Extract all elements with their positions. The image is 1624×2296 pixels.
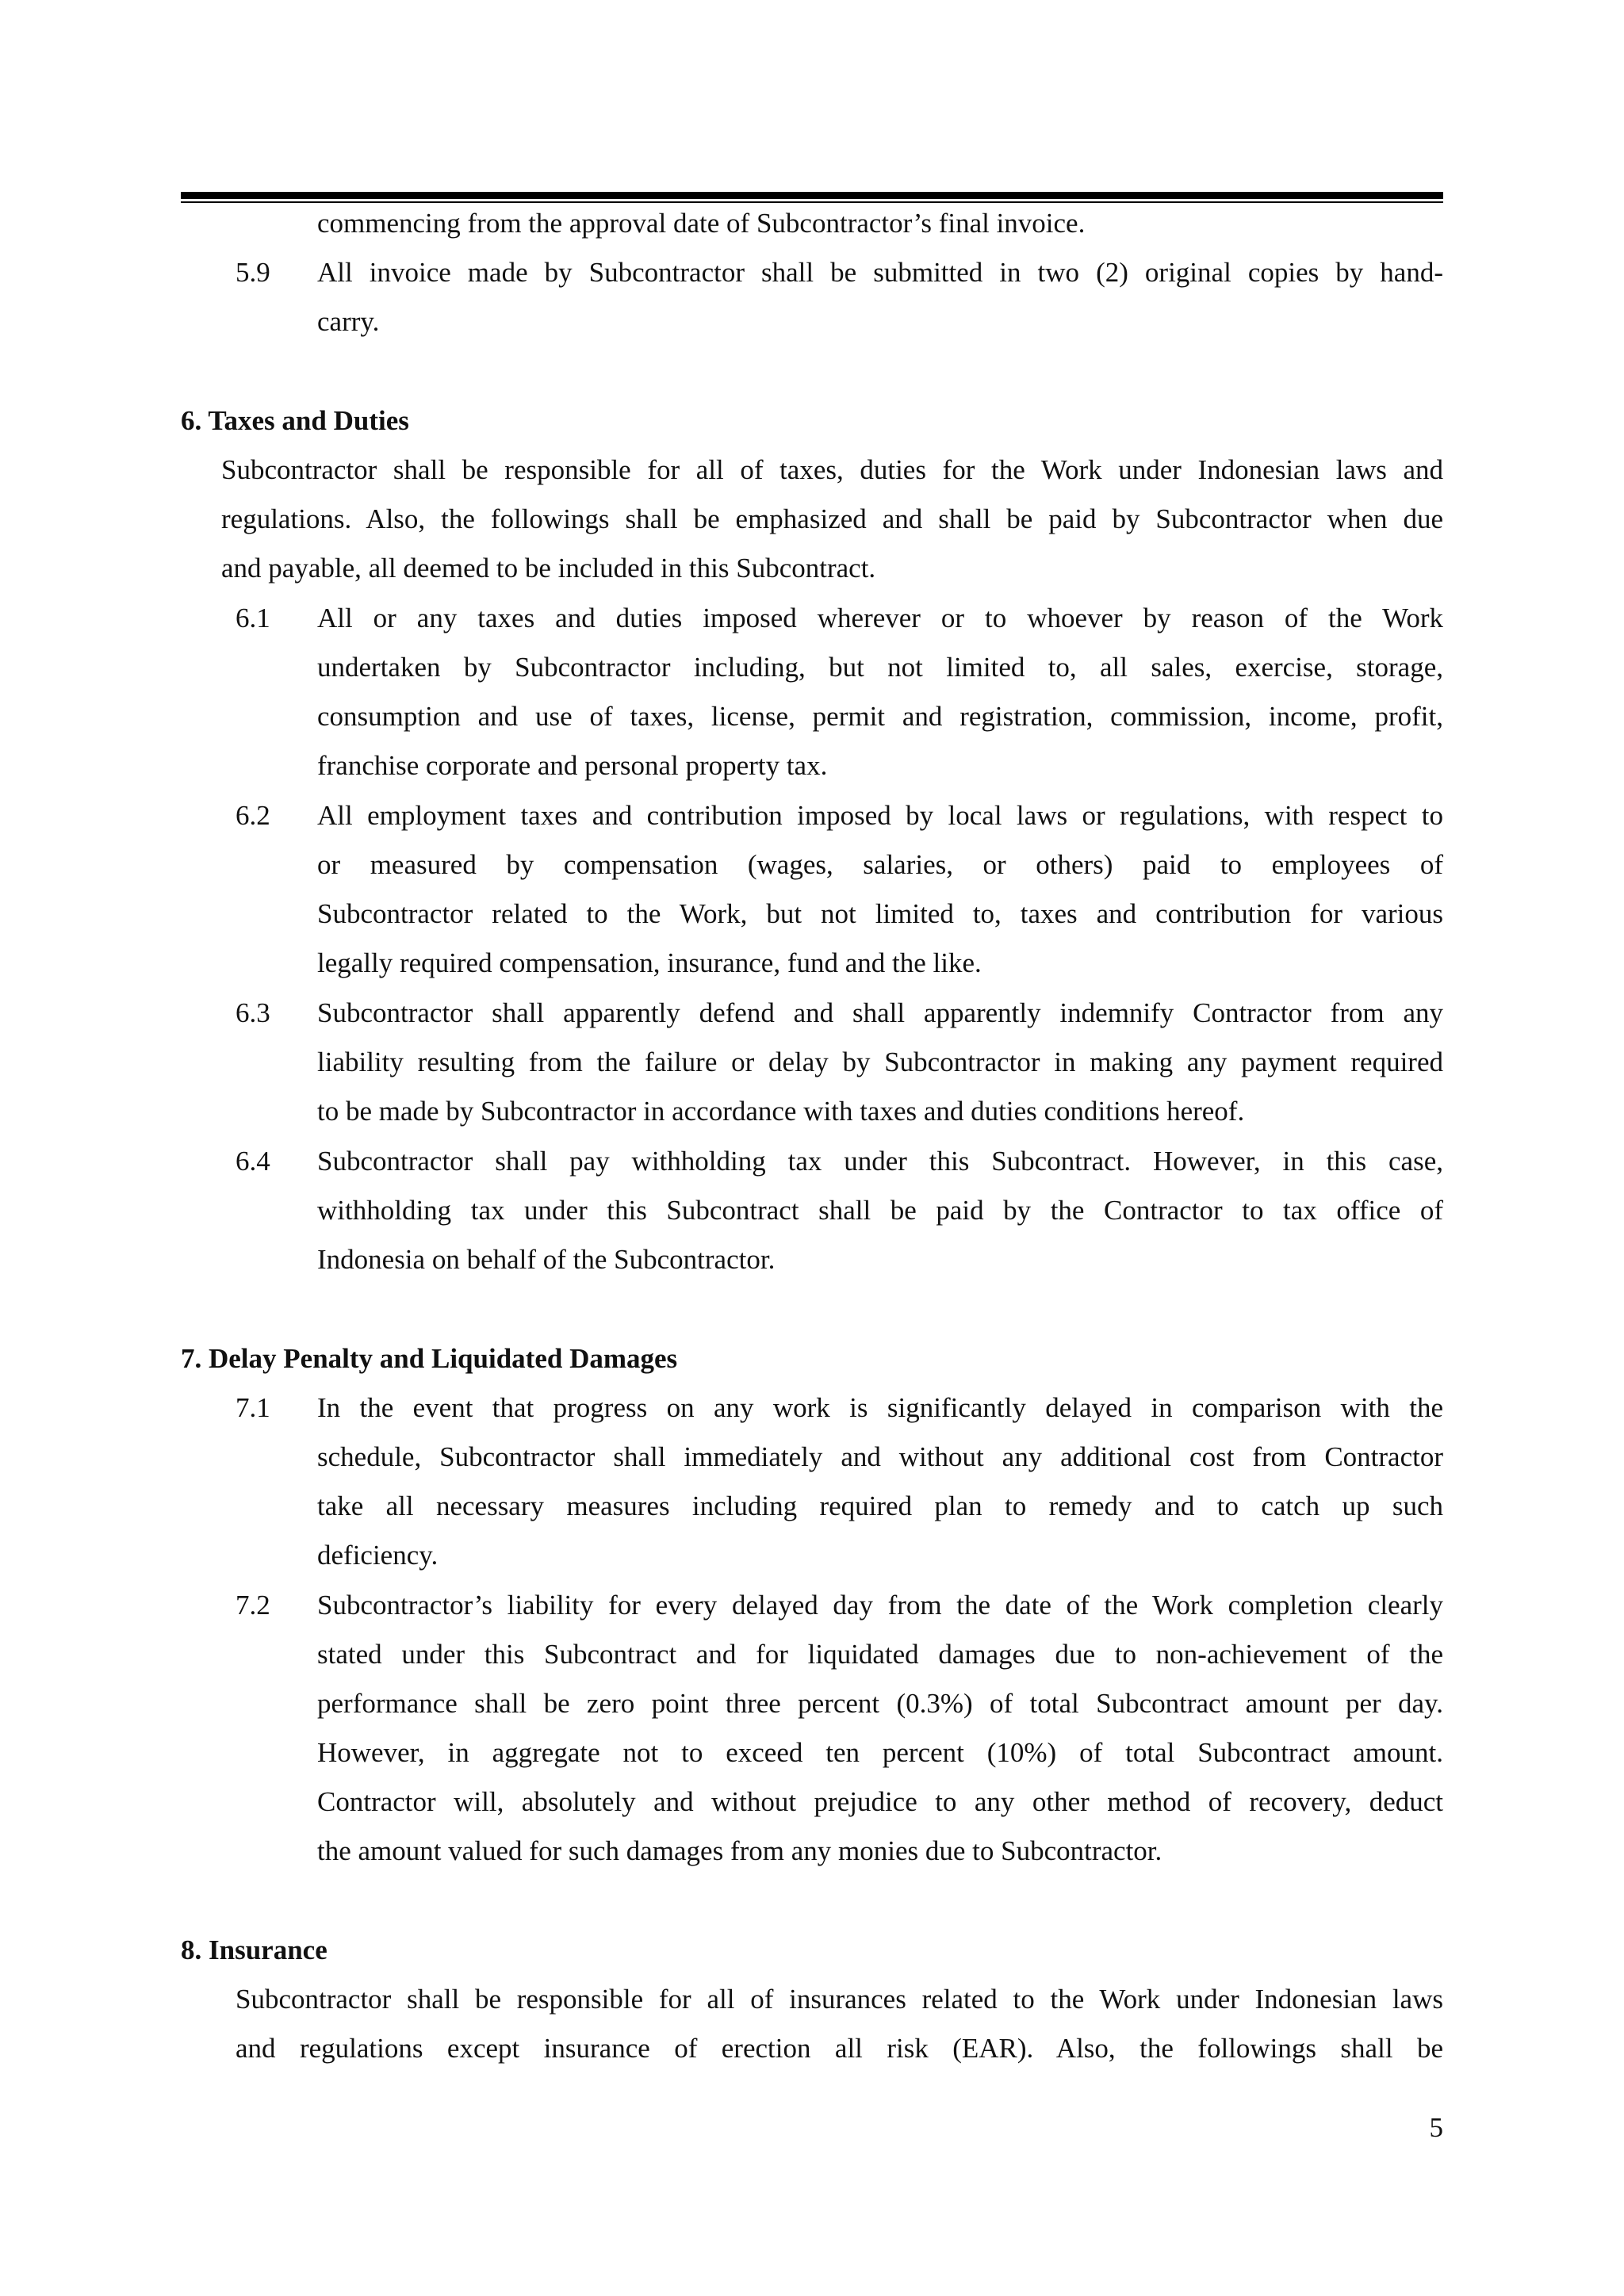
clause-6-4-line: Indonesia on behalf of the Subcontractor. xyxy=(317,1244,776,1275)
clause-number-6-2: 6.2 xyxy=(236,800,270,831)
clause-7-2-line: stated under this Subcontract and for liquidated damages due to non-achievement of the xyxy=(317,1639,1443,1670)
clause-5-9-line: All invoice made by Subcontractor shall be submitted in two (2) original copies by hand- xyxy=(317,257,1443,288)
clause-7-2-line: the amount valued for such damages from any monies due to Subcontractor. xyxy=(317,1835,1162,1866)
page-number: 5 xyxy=(1429,2112,1443,2143)
section-8-intro-line: Subcontractor shall be responsible for all of insurances related to the Work under Indonesian laws xyxy=(236,1984,1443,2015)
clause-7-1-line: schedule, Subcontractor shall immediately and without any additional cost from Contractor xyxy=(317,1441,1443,1472)
clause-number-6-1: 6.1 xyxy=(236,603,270,633)
clause-6-2-line: Subcontractor related to the Work, but not limited to, taxes and contribution for various xyxy=(317,898,1443,929)
clause-6-2-line: All employment taxes and contribution imposed by local laws or regulations, with respect to xyxy=(317,800,1443,831)
header-rule-thick xyxy=(181,192,1443,199)
clause-number-6-4: 6.4 xyxy=(236,1146,270,1177)
clause-7-1-line: In the event that progress on any work is significantly delayed in comparison with the xyxy=(317,1392,1443,1423)
section-6-intro-line: Subcontractor shall be responsible for all of taxes, duties for the Work under Indonesian laws and xyxy=(221,454,1443,485)
section-8-intro-line: and regulations except insurance of erection all risk (EAR). Also, the followings shall be xyxy=(236,2033,1443,2064)
clause-7-1-line: deficiency. xyxy=(317,1540,439,1571)
section-6-intro-line: regulations. Also, the followings shall be emphasized and shall be paid by Subcontractor when due xyxy=(221,503,1443,534)
clause-6-1-line: franchise corporate and personal property tax. xyxy=(317,750,828,781)
clause-7-2-line: However, in aggregate not to exceed ten percent (10%) of total Subcontract amount. xyxy=(317,1737,1443,1768)
clause-7-1-line: take all necessary measures including required plan to remedy and to catch up such xyxy=(317,1490,1443,1521)
clause-6-1-line: consumption and use of taxes, license, permit and registration, commission, income, profit, xyxy=(317,701,1443,732)
clause-7-2-line: performance shall be zero point three percent (0.3%) of total Subcontract amount per day. xyxy=(317,1688,1443,1719)
clause-7-2-line: Contractor will, absolutely and without prejudice to any other method of recovery, deduct xyxy=(317,1786,1443,1817)
clause-number-5-9: 5.9 xyxy=(236,257,270,288)
clause-6-4-line: Subcontractor shall pay withholding tax under this Subcontract. However, in this case, xyxy=(317,1146,1443,1177)
clause-6-2-line: legally required compensation, insurance, fund and the like. xyxy=(317,947,982,978)
clause-6-4-line: withholding tax under this Subcontract shall be paid by the Contractor to tax office of xyxy=(317,1195,1443,1226)
section-8-heading: 8. Insurance xyxy=(181,1934,327,1965)
clause-6-3-line: liability resulting from the failure or delay by Subcontractor in making any payment required xyxy=(317,1047,1443,1077)
clause-number-7-2: 7.2 xyxy=(236,1590,270,1621)
clause-6-1-line: undertaken by Subcontractor including, but not limited to, all sales, exercise, storage, xyxy=(317,652,1443,683)
clause-6-2-line: or measured by compensation (wages, salaries, or others) paid to employees of xyxy=(317,849,1443,880)
clause-number-7-1: 7.1 xyxy=(236,1392,270,1423)
clause-6-3-line: to be made by Subcontractor in accordance with taxes and duties conditions hereof. xyxy=(317,1096,1245,1127)
header-rule-thin xyxy=(181,201,1443,203)
section-6-heading: 6. Taxes and Duties xyxy=(181,405,409,436)
clause-6-1-line: All or any taxes and duties imposed wherever or to whoever by reason of the Work xyxy=(317,603,1443,633)
clause-7-2-line: Subcontractor’s liability for every delayed day from the date of the Work completion clearly xyxy=(317,1590,1443,1621)
clause-6-3-line: Subcontractor shall apparently defend and shall apparently indemnify Contractor from any xyxy=(317,997,1443,1028)
section-7-heading: 7. Delay Penalty and Liquidated Damages xyxy=(181,1343,678,1374)
section-6-intro-line: and payable, all deemed to be included in this Subcontract. xyxy=(221,553,876,584)
clause-number-6-3: 6.3 xyxy=(236,997,270,1028)
clause-5-9-line: carry. xyxy=(317,306,380,337)
continuation-line: commencing from the approval date of Subcontractor’s final invoice. xyxy=(317,208,1086,239)
